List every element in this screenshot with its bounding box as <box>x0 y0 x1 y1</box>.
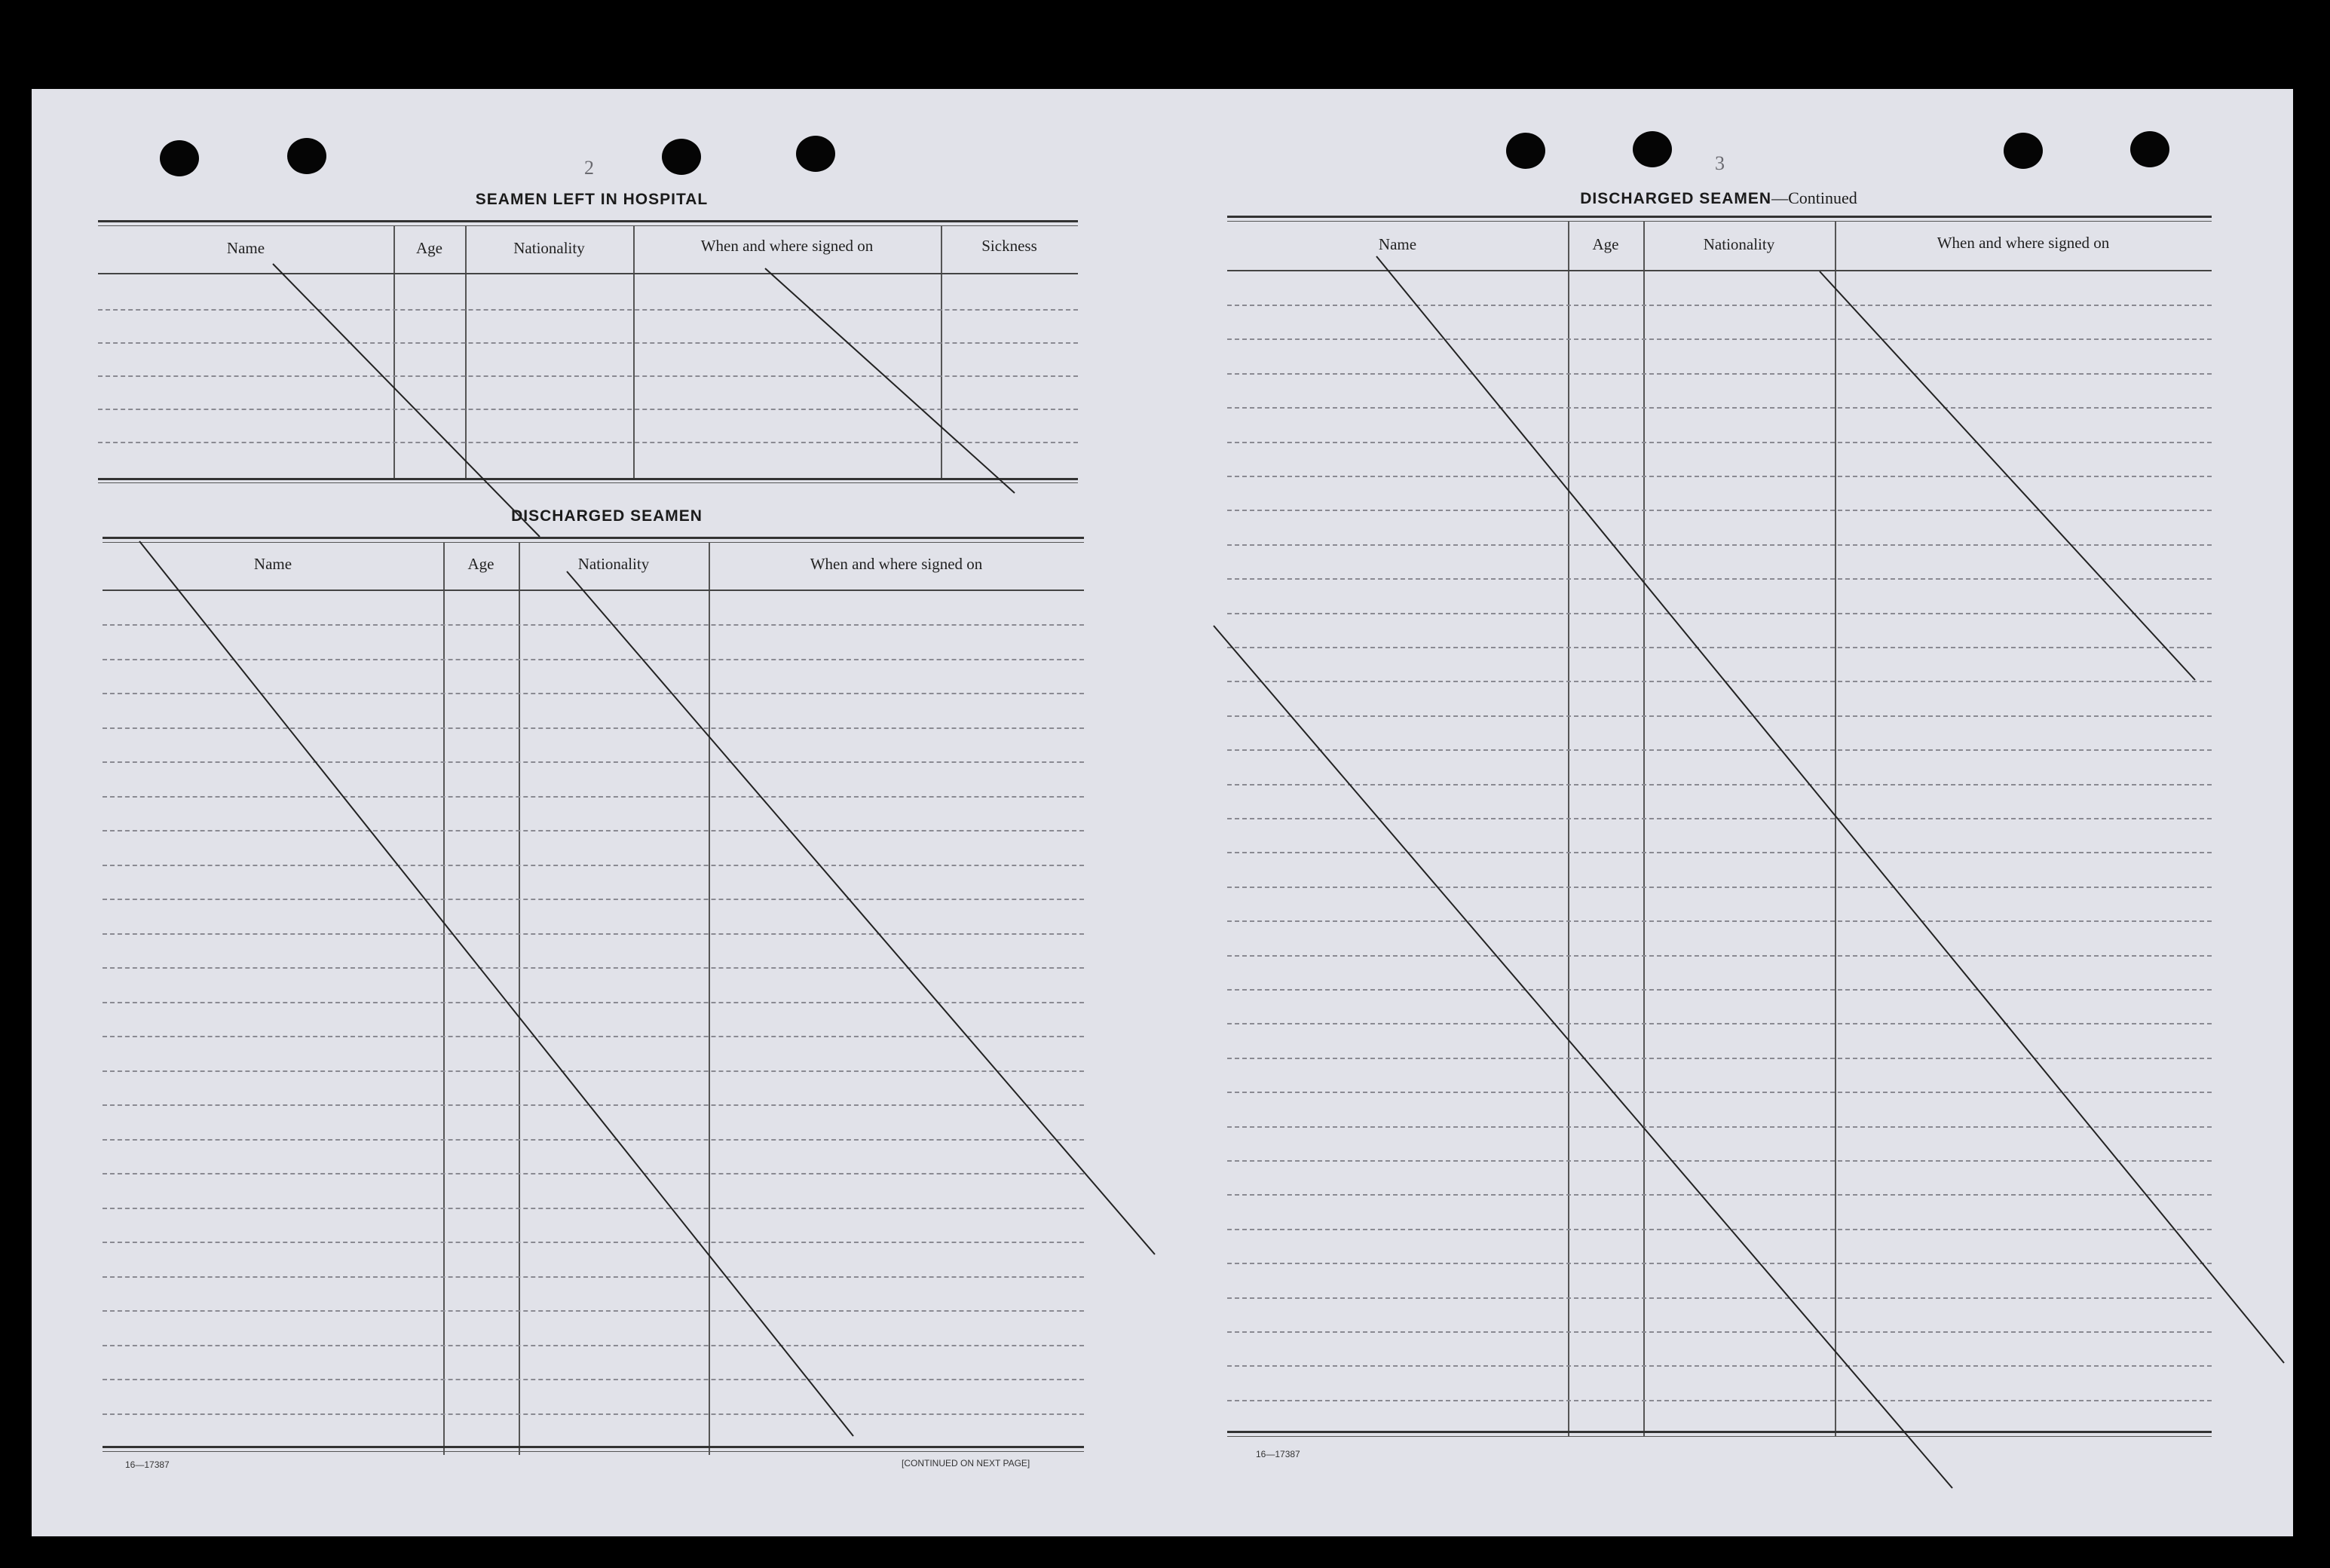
column-header-age: Age <box>1592 235 1619 253</box>
title-suffix: —Continued <box>1771 188 1857 207</box>
column-header-nationality: Nationality <box>577 555 650 573</box>
column-header-nationality: Nationality <box>1703 235 1775 253</box>
column-header-signed-on: When and where signed on <box>1937 234 2110 252</box>
strike-line <box>273 264 540 537</box>
page-number: 3 <box>1715 152 1725 174</box>
discharged-section-title: DISCHARGED SEAMEN <box>511 507 703 525</box>
strike-line <box>765 268 1015 493</box>
column-header-sickness: Sickness <box>981 237 1037 255</box>
form-number: 16—17387 <box>1256 1449 1300 1459</box>
hospital-section-title: SEAMEN LEFT IN HOSPITAL <box>475 191 709 208</box>
column-header-name: Name <box>226 239 265 257</box>
column-header-age: Age <box>467 555 494 573</box>
page-number: 2 <box>584 157 594 179</box>
strike-line <box>1820 271 2195 680</box>
column-header-age: Age <box>416 239 442 257</box>
column-header-name: Name <box>253 555 292 573</box>
column-header-nationality: Nationality <box>513 239 585 257</box>
column-header-name: Name <box>1378 235 1417 253</box>
continued-note: [CONTINUED ON NEXT PAGE] <box>902 1458 1030 1468</box>
strike-line <box>139 541 853 1436</box>
column-header-signed-on: When and where signed on <box>700 237 874 255</box>
strike-line <box>567 571 1155 1254</box>
title-text: DISCHARGED SEAMEN <box>1580 190 1772 207</box>
column-header-signed-on: When and where signed on <box>810 555 983 573</box>
form-number: 16—17387 <box>125 1459 170 1470</box>
strike-line <box>1376 256 2284 1363</box>
strike-line <box>1214 626 1952 1488</box>
